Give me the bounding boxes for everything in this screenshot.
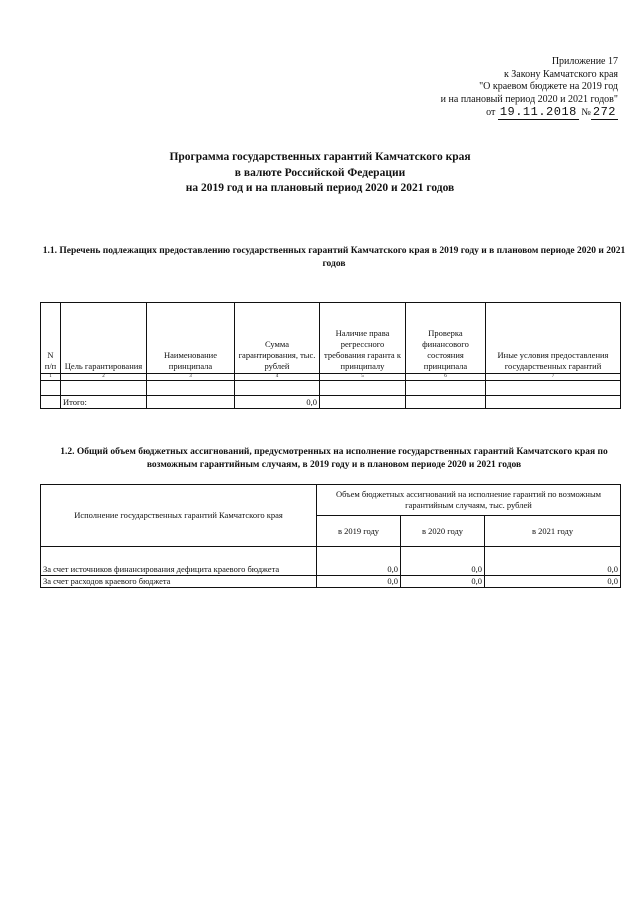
row-value: 0,0	[485, 576, 621, 588]
row-value: 0,0	[317, 547, 401, 576]
law-date: 19.11.2018	[499, 105, 577, 119]
row-value: 0,0	[401, 576, 485, 588]
row-value: 0,0	[485, 547, 621, 576]
col-header: Наличие права регрессного требования гаранта к принципалу	[320, 303, 406, 374]
appendix-line: к Закону Камчатского края	[503, 68, 618, 80]
col-header: Проверка финансового состояния принципала	[406, 303, 486, 374]
col-number: 4	[235, 374, 320, 381]
col-number: 6	[406, 374, 486, 381]
title-line: в валюте Российской Федерации	[234, 166, 406, 179]
col-header: N п/п	[41, 303, 61, 374]
total-label: Итого:	[61, 396, 147, 409]
col-header: Цель гарантирования	[61, 303, 147, 374]
row-label: За счет расходов краевого бюджета	[41, 576, 317, 588]
document-title	[0, 150, 640, 197]
col-number: 5	[320, 374, 406, 381]
title-line: Программа государственных гарантий Камчатского края	[169, 151, 471, 163]
allocations-table	[40, 484, 621, 588]
appendix-date-line	[441, 106, 618, 120]
row-label: За счет источников финансирования дефицита краевого бюджета	[41, 547, 317, 576]
table-row	[41, 381, 621, 396]
col-header-allocations: Объем бюджетных ассигнований на исполнение гарантий по возможным гарантийным случаям, тыс. рублей	[317, 485, 621, 516]
col-header-year: в 2020 году	[401, 516, 485, 547]
appendix-line: "О краевом бюджете на 2019 год	[479, 81, 618, 92]
col-header: Наименование принципала	[147, 303, 235, 374]
appendix-line: Приложение 17	[551, 56, 618, 67]
col-header-year: в 2019 году	[317, 516, 401, 547]
table-row	[41, 547, 621, 576]
row-value: 0,0	[317, 576, 401, 588]
appendix-block	[441, 56, 618, 120]
col-header: Сумма гарантирования, тыс. рублей	[235, 303, 320, 374]
table-row	[41, 576, 621, 588]
row-value: 0,0	[401, 547, 485, 576]
col-number: 1	[41, 374, 61, 381]
col-header-execution: Исполнение государственных гарантий Камчатского края	[41, 485, 317, 547]
law-number: 272	[592, 105, 616, 119]
section-2-heading: 1.2. Общий объем бюджетных ассигнований, предусмотренных на исполнение государственных гарантий Камчатского края по возможным гарантийным случаям, в 2019 году и в плановом периоде 2020 и 2021 годов	[60, 447, 608, 470]
number-prefix: №	[581, 107, 591, 118]
appendix-line: и на плановый период 2020 и 2021 годов"	[440, 93, 618, 105]
date-prefix: от	[486, 107, 496, 118]
total-row	[41, 396, 621, 409]
total-value: 0,0	[235, 396, 320, 409]
section-1-heading: 1.1. Перечень подлежащих предоставлению государственных гарантий Камчатского края в 2019 году и в плановом периоде 2020 и 2021 годов	[42, 246, 626, 269]
title-line: на 2019 год и на плановый период 2020 и 2021 годов	[185, 182, 455, 194]
col-header-year: в 2021 году	[485, 516, 621, 547]
col-number: 3	[147, 374, 235, 381]
col-number: 7	[486, 374, 621, 381]
guarantees-table	[40, 302, 621, 409]
col-header: Иные условия предоставления государственных гарантий	[486, 303, 621, 374]
col-number: 2	[61, 374, 147, 381]
